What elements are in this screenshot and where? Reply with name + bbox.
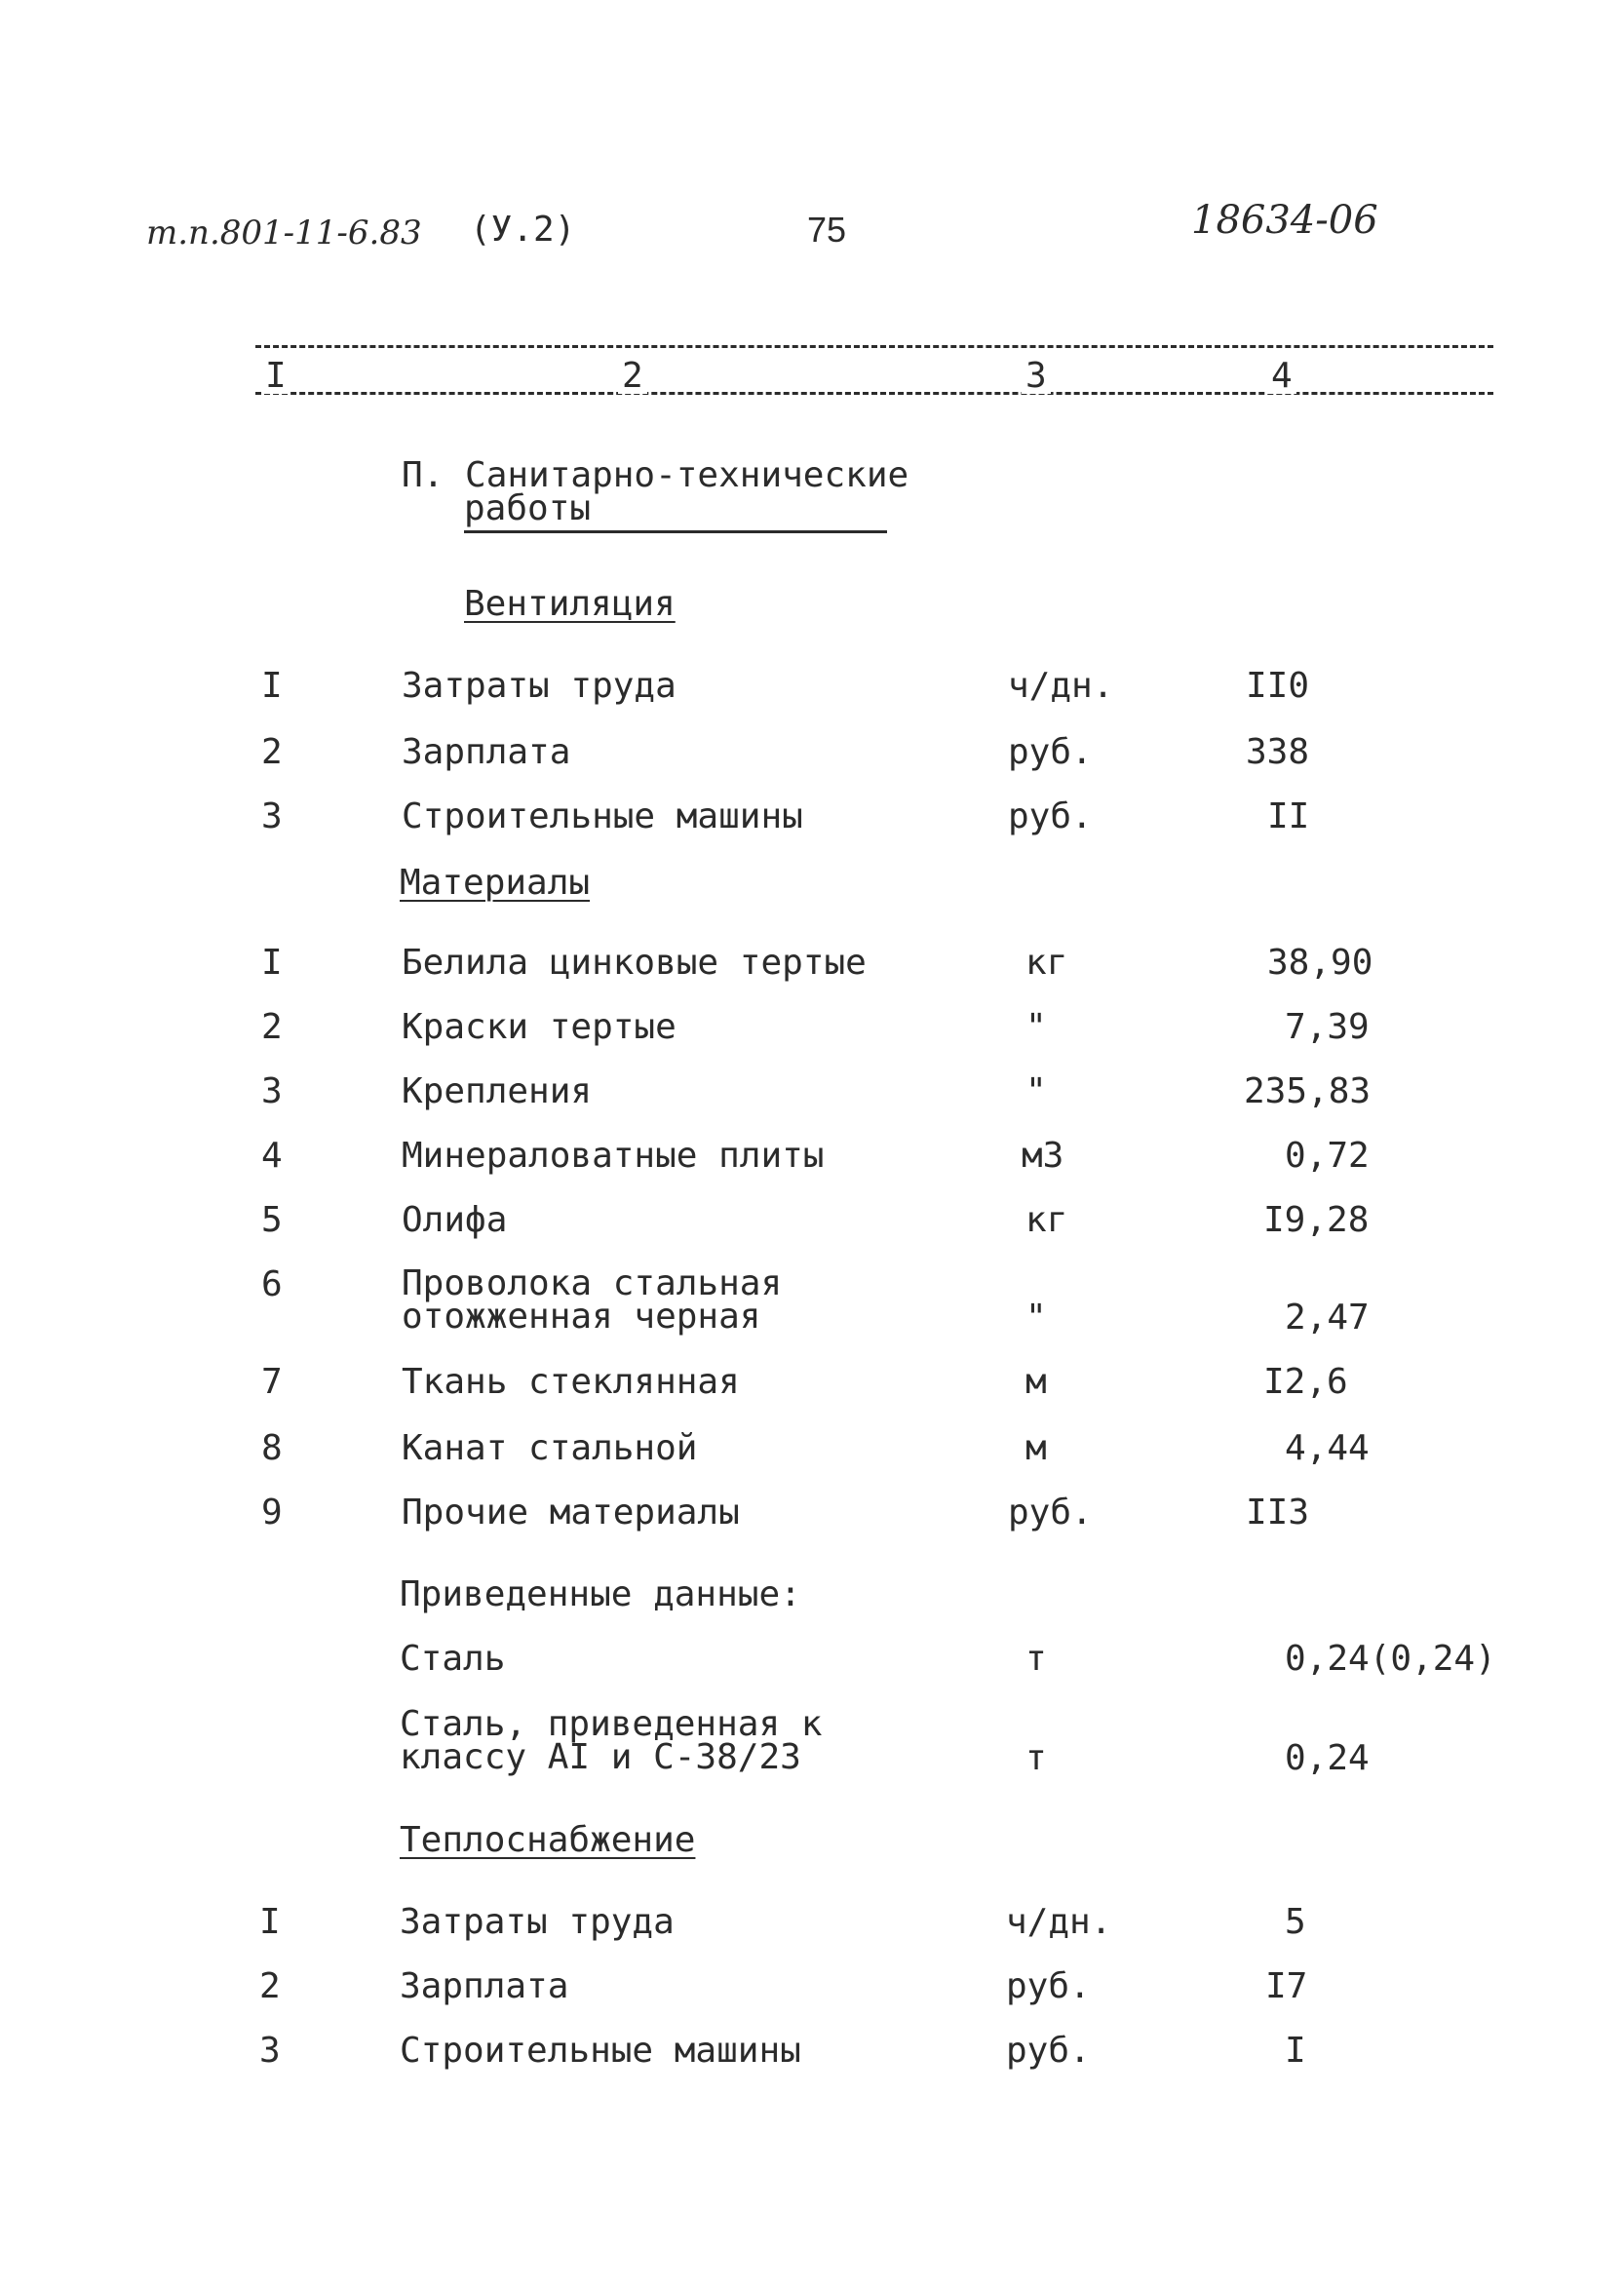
- row-number: 3: [259, 2031, 281, 2071]
- row-name: Прочие материалы: [402, 1493, 740, 1532]
- row-value: I: [1285, 2031, 1306, 2071]
- row-number: 9: [261, 1493, 283, 1532]
- column-number-4: 4: [1267, 359, 1296, 394]
- section-title-line2: работы: [464, 491, 887, 533]
- row-number: 2: [261, 1007, 283, 1047]
- row-name: Сталь: [400, 1639, 506, 1679]
- row-number: 3: [261, 1071, 283, 1111]
- archive-number: 18634-06: [1191, 198, 1378, 243]
- row-number: 8: [261, 1428, 283, 1468]
- row-value: II0: [1246, 666, 1310, 706]
- row-name: Минераловатные плиты: [402, 1136, 825, 1176]
- row-unit: руб.: [1008, 732, 1093, 772]
- row-name-line2: отожженная черная: [402, 1297, 761, 1338]
- row-number: I: [261, 666, 283, 706]
- reduced-data-heading: Приведенные данные:: [400, 1574, 801, 1614]
- row-number: 5: [261, 1200, 283, 1240]
- row-name: [402, 1263, 783, 1338]
- row-unit: ": [1025, 1071, 1047, 1111]
- header-dashed-line-top: [255, 345, 1493, 348]
- row-name: Канат стальной: [402, 1428, 698, 1468]
- row-name: Ткань стеклянная: [402, 1362, 740, 1402]
- row-number: 6: [261, 1264, 283, 1304]
- row-value: II3: [1246, 1493, 1310, 1532]
- row-unit: ": [1025, 1298, 1047, 1338]
- row-name: Строительные машины: [402, 796, 803, 836]
- row-value: I2,6: [1263, 1362, 1348, 1402]
- row-value: I9,28: [1263, 1200, 1370, 1240]
- row-unit: м3: [1022, 1136, 1064, 1176]
- row-unit: руб.: [1006, 1966, 1091, 2006]
- row-unit: руб.: [1006, 2031, 1091, 2071]
- row-unit: кг: [1025, 1200, 1068, 1240]
- row-value: 38,90: [1267, 943, 1373, 983]
- row-value: 0,72: [1285, 1136, 1370, 1176]
- heating-heading: Теплоснабжение: [400, 1820, 696, 1860]
- row-name: Олифа: [402, 1200, 508, 1240]
- section-title-line1: П. Санитарно-технические: [402, 455, 909, 495]
- row-name: Крепления: [402, 1071, 593, 1111]
- row-unit: м: [1025, 1362, 1047, 1402]
- row-value: I7: [1265, 1966, 1308, 2006]
- row-value: 2,47: [1285, 1298, 1370, 1338]
- row-name-line1: Сталь, приведенная к: [400, 1704, 823, 1744]
- document-code: т.п.801-11-6.83: [146, 213, 422, 252]
- row-unit: т: [1025, 1639, 1047, 1679]
- row-value: 235,83: [1244, 1071, 1372, 1111]
- row-unit: ч/дн.: [1008, 666, 1114, 706]
- row-value: 5: [1285, 1902, 1306, 1942]
- row-unit: т: [1025, 1738, 1047, 1778]
- column-number-1: I: [261, 359, 290, 394]
- row-name: Краски тертые: [402, 1007, 677, 1047]
- row-unit: м: [1025, 1428, 1047, 1468]
- column-number-2: 2: [618, 359, 647, 394]
- variant-label: (У.2): [470, 210, 576, 250]
- row-value: II: [1267, 796, 1310, 836]
- row-name-line2: классу АI и С-38/23: [400, 1737, 801, 1778]
- row-value: 0,24: [1285, 1738, 1370, 1778]
- row-value: 0,24(0,24): [1285, 1639, 1496, 1679]
- row-name: Зарплата: [402, 732, 571, 772]
- row-unit: руб.: [1008, 1493, 1093, 1532]
- row-unit: руб.: [1008, 796, 1093, 836]
- row-number: I: [261, 943, 283, 983]
- row-number: I: [259, 1902, 281, 1942]
- row-unit: ч/дн.: [1006, 1902, 1112, 1942]
- row-value: 338: [1246, 732, 1310, 772]
- row-unit: кг: [1025, 943, 1068, 983]
- row-name: Затраты труда: [402, 666, 677, 706]
- row-number: 7: [261, 1362, 283, 1402]
- row-value: 4,44: [1285, 1428, 1370, 1468]
- row-name-line1: Проволока стальная: [402, 1263, 783, 1303]
- row-value: 7,39: [1285, 1007, 1370, 1047]
- row-name: Затраты труда: [400, 1902, 675, 1942]
- header-dashed-line-bottom: [255, 392, 1493, 395]
- row-number: 4: [261, 1136, 283, 1176]
- column-number-3: 3: [1022, 359, 1051, 394]
- row-name: Строительные машины: [400, 2031, 801, 2071]
- page-number: 75: [807, 210, 847, 250]
- row-number: 2: [261, 732, 283, 772]
- row-unit: ": [1025, 1007, 1047, 1047]
- ventilation-heading: Вентиляция: [464, 584, 676, 624]
- row-name: [400, 1704, 823, 1778]
- row-number: 2: [259, 1966, 281, 2006]
- row-name: Зарплата: [400, 1966, 569, 2006]
- materials-heading: Материалы: [400, 863, 591, 903]
- row-name: Белила цинковые тертые: [402, 943, 867, 983]
- row-number: 3: [261, 796, 283, 836]
